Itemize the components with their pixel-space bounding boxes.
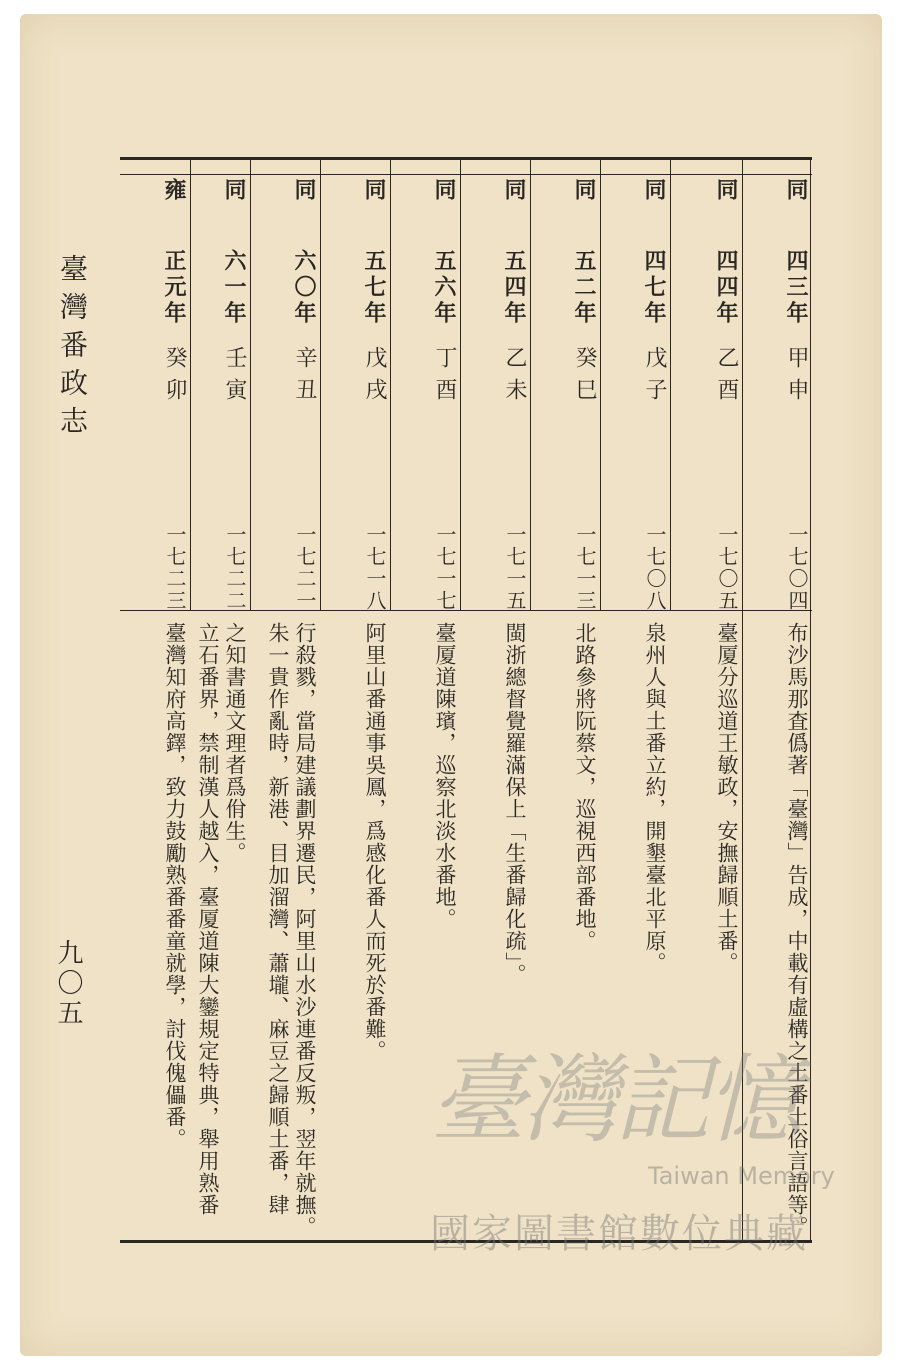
ad-year-cell: 一七一七 bbox=[433, 524, 457, 612]
page-number: 九〇五 bbox=[53, 939, 83, 1029]
event-text: 臺厦道陳璸，巡察北淡水番地。 bbox=[433, 622, 457, 930]
year-cell: 五六年 bbox=[431, 249, 457, 327]
year-cell: 五四年 bbox=[501, 249, 527, 327]
table-column-1704 bbox=[742, 160, 812, 1240]
chronology-table bbox=[120, 157, 812, 1243]
table-column-1715 bbox=[460, 160, 530, 1240]
reign-cell: 同 bbox=[713, 178, 739, 200]
ad-year-cell: 一七二一 bbox=[293, 524, 317, 612]
reign-cell: 同 bbox=[431, 178, 457, 200]
table-column-1723 bbox=[120, 160, 190, 1240]
table-column-1717 bbox=[390, 160, 460, 1240]
event-text: 布沙馬那査僞著「臺灣」告成，中載有虛構之土番土俗言語等。 bbox=[785, 622, 809, 1238]
event-text: 臺灣知府高鐸，致力鼓勵熟番番童就學，討伐傀儡番。 bbox=[163, 622, 187, 1150]
event-cell bbox=[672, 622, 742, 1222]
watermark-english: Taiwan Memory bbox=[648, 1162, 835, 1190]
table-column-1721 bbox=[250, 160, 320, 1240]
ad-year-cell: 一七一五 bbox=[503, 524, 527, 612]
ganzhi-cell: 甲申 bbox=[784, 346, 809, 410]
event-text: 臺厦分巡道王敏政，安撫歸順土番。 bbox=[715, 622, 739, 974]
ganzhi-cell: 癸巳 bbox=[572, 346, 597, 410]
ganzhi-cell: 癸卯 bbox=[162, 346, 187, 410]
event-cell bbox=[250, 622, 320, 1238]
year-cell: 四三年 bbox=[783, 249, 809, 327]
table-column-1708 bbox=[600, 160, 670, 1240]
reign-cell: 同 bbox=[501, 178, 527, 200]
event-cell bbox=[460, 622, 530, 1222]
event-text: 之知書通文理者爲佾生。 bbox=[223, 622, 247, 864]
year-cell: 五二年 bbox=[571, 249, 597, 327]
event-text: 阿里山番通事吳鳳，爲感化番人而死於番難。 bbox=[363, 622, 387, 1062]
ad-year-cell: 一七〇四 bbox=[785, 524, 809, 612]
book-page bbox=[20, 14, 882, 1356]
table-column-1722 bbox=[180, 160, 250, 1240]
ganzhi-cell: 戊子 bbox=[642, 346, 667, 410]
ganzhi-cell: 乙未 bbox=[502, 346, 527, 410]
reign-cell: 同 bbox=[221, 178, 247, 200]
event-cell bbox=[120, 622, 190, 1222]
reign-cell: 同 bbox=[291, 178, 317, 200]
event-text: 行殺戮，當局建議劃界遷民，阿里山水沙連番反叛，翌年就撫。 bbox=[293, 622, 317, 1238]
event-text: 立石番界，禁制漢人越入，臺厦道陳大鑾規定特典，舉用熟番 bbox=[196, 622, 220, 1216]
ganzhi-cell: 戊戌 bbox=[362, 346, 387, 410]
reign-cell: 同 bbox=[361, 178, 387, 200]
reign-cell: 雍 bbox=[161, 178, 187, 200]
watermark-library-name: 國家圖書館數位典藏 bbox=[430, 1211, 808, 1257]
ganzhi-cell: 壬寅 bbox=[222, 346, 247, 410]
table-column-1713 bbox=[530, 160, 600, 1240]
year-cell: 五七年 bbox=[361, 249, 387, 327]
watermark-calligraphy: 臺灣記憶 bbox=[430, 1044, 798, 1156]
table-column-1718 bbox=[320, 160, 390, 1240]
event-cell bbox=[390, 622, 460, 1222]
event-cell bbox=[530, 622, 600, 1222]
event-text: 閩浙總督覺羅滿保上「生番歸化疏」。 bbox=[503, 622, 527, 986]
event-text: 泉州人與土番立約，開墾臺北平原。 bbox=[643, 622, 667, 974]
year-cell: 四四年 bbox=[713, 249, 739, 327]
ganzhi-cell: 乙酉 bbox=[714, 346, 739, 410]
event-cell bbox=[742, 622, 812, 1238]
reign-cell: 同 bbox=[571, 178, 597, 200]
year-cell: 六一年 bbox=[221, 249, 247, 327]
reign-cell: 同 bbox=[641, 178, 667, 200]
ad-year-cell: 一七一三 bbox=[573, 524, 597, 612]
ad-year-cell: 一七〇八 bbox=[643, 524, 667, 612]
ganzhi-cell: 丁酉 bbox=[432, 346, 457, 410]
ad-year-cell: 一七二三 bbox=[163, 524, 187, 612]
ganzhi-cell: 辛丑 bbox=[292, 346, 317, 410]
year-cell: 四七年 bbox=[641, 249, 667, 327]
event-cell bbox=[600, 622, 670, 1222]
year-cell: 六〇年 bbox=[291, 249, 317, 327]
column-divider bbox=[670, 160, 671, 610]
event-text: 朱一貴作亂時，新港、目加溜灣、蕭壠、麻豆之歸順土番，肆 bbox=[266, 622, 290, 1216]
event-text: 北路參將阮蔡文，巡視西部番地。 bbox=[573, 622, 597, 952]
ad-year-cell: 一七一八 bbox=[363, 524, 387, 612]
ad-year-cell: 一七二二 bbox=[223, 524, 247, 612]
reign-cell: 同 bbox=[783, 178, 809, 200]
book-title: 臺灣番政志 bbox=[56, 254, 89, 444]
year-cell: 正元年 bbox=[161, 249, 187, 327]
table-column-1705 bbox=[672, 160, 742, 1240]
event-cell bbox=[320, 622, 390, 1222]
event-cell bbox=[180, 622, 250, 1222]
ad-year-cell: 一七〇五 bbox=[715, 524, 739, 612]
